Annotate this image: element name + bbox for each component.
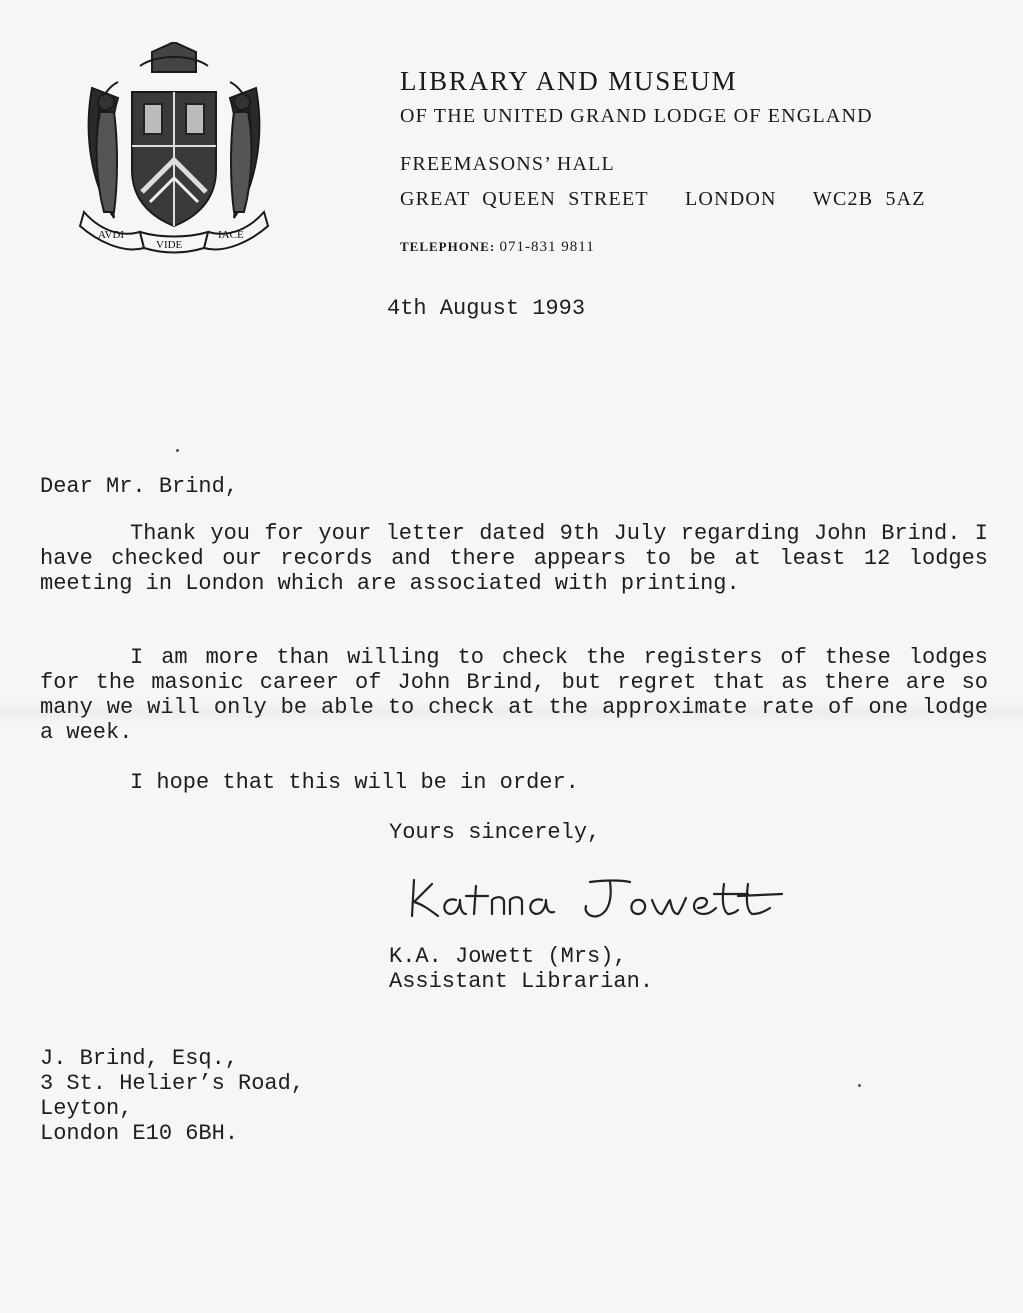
motto-word-3: IACE <box>218 229 244 241</box>
paper-speck <box>858 1084 861 1087</box>
body-paragraph-1: Thank you for your letter dated 9th July regarding John Brind. I have checked our records and there appears to be at least 12 lodges meeting in London which are associated with printing. <box>40 521 988 596</box>
motto-word-1: AVDI <box>98 229 125 241</box>
grand-lodge-crest-logo <box>78 42 270 254</box>
address-line-4: London E10 6BH. <box>40 1121 239 1146</box>
letterhead-street: GREAT QUEEN STREET LONDON WC2B 5AZ <box>400 188 926 210</box>
telephone-number: 071-831 9811 <box>499 239 595 255</box>
letterhead-subtitle: OF THE UNITED GRAND LODGE OF ENGLAND <box>400 105 873 127</box>
letterhead-title: LIBRARY AND MUSEUM <box>400 66 738 96</box>
address-line-1: J. Brind, Esq., <box>40 1046 239 1071</box>
telephone-label: TELEPHONE: <box>400 239 496 254</box>
body-paragraph-3: I hope that this will be in order. <box>130 770 579 795</box>
handwritten-signature <box>404 872 789 924</box>
salutation: Dear Mr. Brind, <box>40 474 239 499</box>
body-paragraph-2: I am more than willing to check the registers of these lodges for the masonic career of John Brind, but regret that as there are so many we will only be able to check at the approximate rate of one lodge a week. <box>40 645 988 745</box>
signatory-title: Assistant Librarian. <box>389 969 654 994</box>
address-line-3: Leyton, <box>40 1096 133 1121</box>
letterhead-hall: FREEMASONS’ HALL <box>400 153 615 175</box>
letter-date: 4th August 1993 <box>387 296 586 321</box>
closing: Yours sincerely, <box>389 820 601 845</box>
signatory-name: K.A. Jowett (Mrs), <box>389 944 627 969</box>
paper-speck <box>176 449 179 452</box>
motto-word-2: VIDE <box>156 239 183 251</box>
address-line-2: 3 St. Helier’s Road, <box>40 1071 305 1096</box>
letterhead-telephone <box>400 239 595 256</box>
